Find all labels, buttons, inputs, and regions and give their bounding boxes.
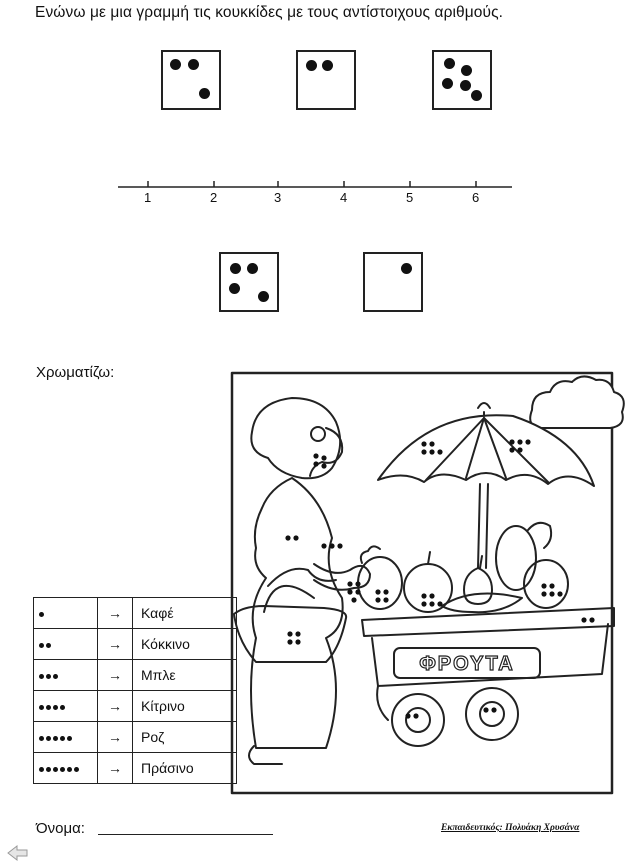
die-one: [363, 252, 423, 312]
legend-row: [34, 722, 237, 753]
legend-dots-1: [34, 598, 98, 629]
legend-row: [34, 753, 237, 784]
name-label: Όνομα:: [36, 820, 85, 837]
color-legend-table: [33, 597, 237, 784]
number-label-5: 5: [406, 190, 414, 205]
legend-arrow: →: [98, 598, 133, 629]
name-blank-line[interactable]: [98, 834, 273, 835]
number-label-4: 4: [340, 190, 348, 205]
legend-color-1: Καφέ: [133, 598, 237, 629]
fruit-sign-text: ΦΡΟΥΤΑ: [419, 653, 515, 675]
legend-dots-3: [34, 660, 98, 691]
legend-color-3: Μπλε: [133, 660, 237, 691]
legend-arrow: →: [98, 753, 133, 784]
legend-arrow: →: [98, 722, 133, 753]
legend-arrow: →: [98, 629, 133, 660]
legend-arrow: →: [98, 660, 133, 691]
coloring-title: Χρωματίζω:: [36, 364, 115, 381]
legend-row: [34, 691, 237, 722]
teacher-credit: Εκπαιδευτικός: Πολυάκη Χρυσάνα: [441, 823, 580, 833]
legend-color-6: Πράσινο: [133, 753, 237, 784]
legend-row: [34, 598, 237, 629]
legend-dots-2: [34, 629, 98, 660]
number-label-2: 2: [210, 190, 218, 205]
legend-color-2: Κόκκινο: [133, 629, 237, 660]
legend-dots-6: [34, 753, 98, 784]
number-line: [0, 0, 632, 220]
left-arrow-icon[interactable]: [6, 843, 30, 863]
die-four: [219, 252, 279, 312]
number-label-3: 3: [274, 190, 282, 205]
number-label-1: 1: [144, 190, 152, 205]
legend-row: [34, 660, 237, 691]
number-label-6: 6: [472, 190, 480, 205]
legend-color-5: Ροζ: [133, 722, 237, 753]
fruit-seller-illustration: [228, 368, 632, 798]
legend-row: [34, 629, 237, 660]
legend-color-4: Κίτρινο: [133, 691, 237, 722]
instruction-text: Ενώνω με μια γραμμή τις κουκκίδες με τους αντίστοιχους αριθμούς.: [35, 4, 504, 21]
legend-arrow: →: [98, 691, 133, 722]
legend-dots-5: [34, 722, 98, 753]
legend-dots-4: [34, 691, 98, 722]
